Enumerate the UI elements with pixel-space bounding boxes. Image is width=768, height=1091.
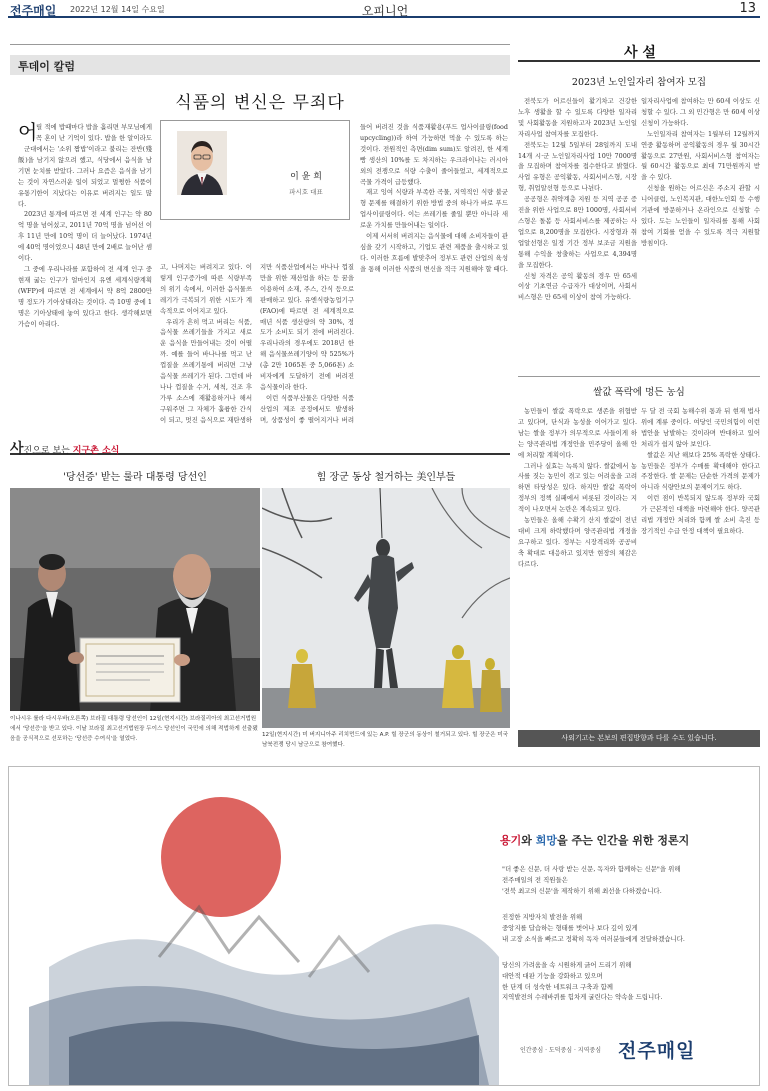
author-name: 이 윤 희 — [290, 172, 322, 182]
ad-line: '전북 최고의 신문'을 제작하기 위해 최선을 다하겠습니다. — [502, 886, 662, 895]
newspaper-logo: 전주매일 — [10, 4, 57, 18]
editorial-title-2: 쌀값 폭락에 멍든 농심 — [593, 387, 685, 398]
ad-line: 진정한 지방자치 발전을 위해 — [502, 913, 583, 921]
page-number: 13 — [739, 1, 756, 16]
ad-headline-hope: 희망 — [535, 834, 557, 847]
left-photo-headline: '당선증' 받는 룰라 대통령 당선인 — [63, 472, 207, 483]
ad-ink-painting — [9, 767, 499, 1085]
editorial-2-col2: 두 달 전 국회 농해수위 통과 뒤 현재 법사위에 계류 중이다. 여당인 국민의힘이 이런 법안을 남발하는 것이라며 반대하고 있어 처리가 쉽지 않아 보인다. 쌀값은 지난 해보다 25% 폭락한 상태다. 농민들은 정부가 수매를 확대해야 한다고 주장한다. 쌀 문제는 단순한 가격의 문제가 아니라 식량안보의 문제이기도 하다. 이런 점이 반복되지 않도록 정부와 국회가 근본적인 대책을 마련해야 한다. 양곡관리법 개정안 처리와 함께 쌀 소비 촉진 등 장기적인 수급 안정 대책이 필요하다. — [641, 407, 760, 535]
ad-line: 내 고장 소식을 빠르고 정확히 독자 여러분들에게 전달하겠습니다. — [502, 934, 685, 943]
editorial-divider — [518, 376, 760, 377]
author-box — [160, 120, 350, 220]
editorial-1-col2: 일자리사업에 참여하는 만 60세 이상도 신청할 수 있다. 그 외 민간형은 만 60세 이상 신청이 가능하다. 노인일자리 참여자는 1월부터 12월까지 연중 활동하며 공익활동의 경우 월 30시간 활동으로 27만원, 사회서비스형 참여자는 월 60시간 활동으로 최대 71만원까지 받을 수 있다. 신청을 원하는 어르신은 주소지 관할 시니어클럽, 노인복지관, 대한노인회 등 수행기관에 방문하거나 온라인으로 신청할 수 있다. 도는 노인들이 일자리를 통해 사회 참여 기회를 얻을 수 있도록 적극 지원할 방침이다. — [641, 97, 760, 247]
column-tag: 투데이 칼럼 — [10, 55, 510, 75]
ad-headline-courage: 용기 — [500, 834, 522, 847]
photo-news-label — [10, 435, 510, 455]
ad-headline-and: 와 — [521, 834, 536, 847]
right-photo-headline: 힘 장군 동상 철거하는 美인부들 — [316, 472, 456, 483]
column-body-col4: 들어 버려진 것을 식품재활용(푸드 업사이클링(food upcycling))라 하여 가능하면 먹을 수 있도록 하는 것이다. 전원적인 측면(dim sum)도 알려진, 한 세계 빵 생산의 10%를 도 차지하는 우크라이나는 러시아 외의 전쟁으로 식량 수출이 줄어들었고, 세계적으로 곡물 가격이 급등했다. 재고 잉여 식량과 부족한 곡물, 지역적인 식량 불균형 문제를 해결하기 위한 방법 중의 하나가 바로 푸드 업사이클링이다. 이는 쓰레기를 줄일 뿐만 아니라 새로운 가치를 만들어내는 일이다. 이제 서서히 버려지는 음식물에 대해 소비자들이 관심을 갖기 시작하고, 기업도 관련 제품을 출시하고 있다. 이러한 흐름에 발맞추어 정부도 관련 산업의 육성을 통해 이러한 식품의 변신을 적극 지원해야 할 때다. — [360, 123, 508, 273]
column-top-rule — [10, 44, 510, 45]
ad-line: 지역발전의 수레바퀴를 힘차게 굴린다는 약속을 드립니다. — [502, 993, 663, 1002]
photo-label-rest: 진으로 보는 — [23, 446, 73, 456]
ad-line: 한 단계 더 성숙한 네트워크 구축과 함께 — [502, 982, 613, 991]
ad-line: 당신의 가려움을 속 시원하게 긁어 드리기 위해 — [502, 961, 632, 969]
masthead — [8, 0, 760, 18]
editorial-1-col1: 전북도가 어르신들이 활기차고 건강한 노후 생활을 할 수 있도록 다양한 일자리 및 사회활동을 지원하고자 2023년 노인일자리사업 참여자를 모집한다. 전북도는 12월 5일부터 28일까지 도내 14개 시·군 노인일자리사업 10만 7000명을 모집하며 참여자를 접수한다고 밝혔다. 사업 유형은 공익활동, 사회서비스형, 시장형, 취업알선형 등으로 나뉜다. 공공형은 취약계층 지원 등 지역 공공 증진을 위한 사업으로 8만 1000명, 사회서비스형은 돌봄 등 사회서비스를 제공하는 사업으로 8,200명을 모집한다. 시장형과 취업알선형은 일정 기간 정부 보조금 지원을 통해 수익을 창출하는 사업으로 4,394명을 모집한다. 신청 자격은 공익 활동의 경우 만 65세 이상 기초연금 수급자가 대상이며, 사회서비스형은 만 65세 이상이 참여 가능하다. — [518, 97, 637, 302]
left-photo-caption: 이나시우 룰라 다시우바(오른쪽) 브라질 대통령 당선인이 12일(현지시간) 브라질리아의 최고선거법원에서 '당선증'을 받고 있다. 이날 브라질 최고선거법원장 두이스 당선인이 국민에 의해 적법하게 선출됐음을 공식적으로 선포하는 '당선증 수여식'을 열었다. — [10, 716, 258, 742]
column-body-col2: 고, 나머지는 버려지고 있다. 이렇게 인구증가에 따른 식량부족의 위기 속에서, 이러한 음식물쓰레기가 극복되기 위한 시도가 계속적으로 이어지고 있다. 우리가 흔히 먹고 버리는 식품, 음식물 쓰레기들을 가지고 새로운 음식을 만들어내는 것이 어떨까. 예를 들어 바나나를 먹고 난 껍질을 쓰레기통에 버리면 그냥 음식물 쓰레기가 된다. 그런데 바나나 껍질을 수거, 세척, 건조 후 가루 소스에 재활용하거나 해서 구워주면 그 자체가 훌륭한 간식이 되고, 멋진 음식으로 재탄생하 — [160, 263, 252, 424]
ad-text-block-3 — [502, 960, 752, 1003]
photo-label-initial: 사 — [10, 441, 24, 457]
column-body-col3: 지만 식품산업에서는 바나나 껍질 만을 위한 재산업을 하는 등 꿈을 이용하여 소재, 주스, 간식 등으로 판매하고 있다. 유엔식량농업기구(FAO)에 따르면 전 세계적으로 매년 식품 생산량의 약 30%, 정도가 소비도 되기 전에 버려진다. 우리나라의 경우에도 2018년 한해 음식물쓰레기양이 약 525%가(총 2만 1065톤 중 5,066톤) 소비자에게 도달하기 전에 버려진 음식물이라 한다. 이런 식품부산물은 다양한 식품산업의 제조 공정에서도 발생하며, 상품성이 좋 떨어지거나 버려 — [260, 263, 354, 424]
author-portrait — [177, 131, 227, 195]
ad-line: 중앙지를 답습하는 형태를 벗어나 보다 깊이 있게 — [502, 923, 638, 932]
section-name: 오피니언 — [361, 4, 409, 18]
column-body-col1: 군대에서는 '소위 짬밥'이라고 불리는 잔반(殘飯)을 남기지 않으려 했고, 식당에서 음식을 남기면 눈치를 받았다. 그러나 요즘은 음식을 남기는 것이 자연스러운 일이 되었고 멀쩡한 식품이 유통기한이 지났다는 이유로 버려지는 일도 많다. 2023년 통계에 따르면 전 세계 인구는 약 80억 명을 넘어섰고, 2011년 70억 명을 넘어선 이후 11년 만에 10억 명이 더 늘어났다. 1974년에 40억 명이었으니 48년 만에 2배로 늘어난 셈이다. 그 중에 우리나라를 포함하여 전 세계 인구 중 현재 굶는 인구가 얼마인지 유엔 세계식량계획(WFP)에 따르면 전 세계에서 약 8억 2800만 명 정도가 기아상태라는 것이다. 즉 10명 중에 1명은 기아상태에 놓여 있다고 한다. 생각해보면 가슴이 아리다. — [18, 145, 152, 328]
right-photo — [262, 488, 510, 728]
ad-line: 대안적 대판 기능을 강화하고 있으며 — [502, 971, 603, 980]
column-lead-text: 릴 적에 밥때마다 밥을 흘리면 부모님에게 꼭 혼이 난 기억이 있다. 밥을 한 알이라도 — [36, 123, 152, 142]
photo-label-highlight: 지구촌 소식 — [72, 446, 120, 456]
editorial-header: 사 설 — [518, 42, 760, 62]
editorial-notice: 사외기고는 본보의 편집방향과 다를 수도 있습니다. — [518, 730, 760, 747]
ad-logo: 전주매일 — [618, 1040, 696, 1062]
column-title: 식품의 변신은 무죄다 — [175, 93, 345, 113]
ad-line: "더 좋은 신문, 더 사랑 받는 신문, 독자와 함께하는 신문"을 위해 — [502, 865, 681, 873]
left-photo — [10, 488, 260, 711]
editorial-title-1: 2023년 노인일자리 참여자 모집 — [571, 77, 707, 88]
issue-date: 2022년 12월 14일 수요일 — [70, 5, 165, 14]
ad-headline — [500, 832, 750, 848]
author-title: 파시호 대표 — [289, 188, 323, 196]
ad-text-block-2 — [502, 912, 752, 944]
editorial-2-col1: 농민들이 쌀값 폭락으로 생존을 위협받고 있다며, 단식과 농성을 이어가고 있다. 남는 쌀을 정부가 의무적으로 사들이게 하는 양곡관리법 개정안을 민주당이 올해 안에 처리할 계획이다. 그러나 실효는 녹록치 않다. 쌀값에서 농사를 짓는 농민이 겪고 있는 어려움을 고려하면 타당성은 있다. 하지만 쌀값 폭락이 정부의 정책 실패에서 비롯된 것이라는 지적이 나오면서 논란은 계속되고 있다. 농민들은 올해 수확기 산지 쌀값이 전년 대비 크게 하락했다며 양곡관리법 개정을 요구하고 있다. 정부는 시장격리와 공공비축 확대로 대응하고 있지만 현장의 체감은 다르다. — [518, 407, 637, 568]
dropcap: 어 — [18, 120, 38, 144]
right-photo-caption: 12일(현지시간) 미 버지니아주 리치먼드에 있는 A.P. 힐 장군의 동상이 철거되고 있다. 힐 장군은 미국 남북전쟁 당시 남군으로 참여했다. — [262, 732, 509, 748]
ad-headline-rest: 을 주는 인간을 위한 정론지 — [557, 834, 690, 847]
ad-text-block-1 — [502, 864, 752, 896]
ad-slogan-footer: 인간중심 · 도덕중심 · 지역중심 — [520, 1047, 601, 1054]
ad-line: 전주매일의 전 직원들은 — [502, 875, 568, 884]
